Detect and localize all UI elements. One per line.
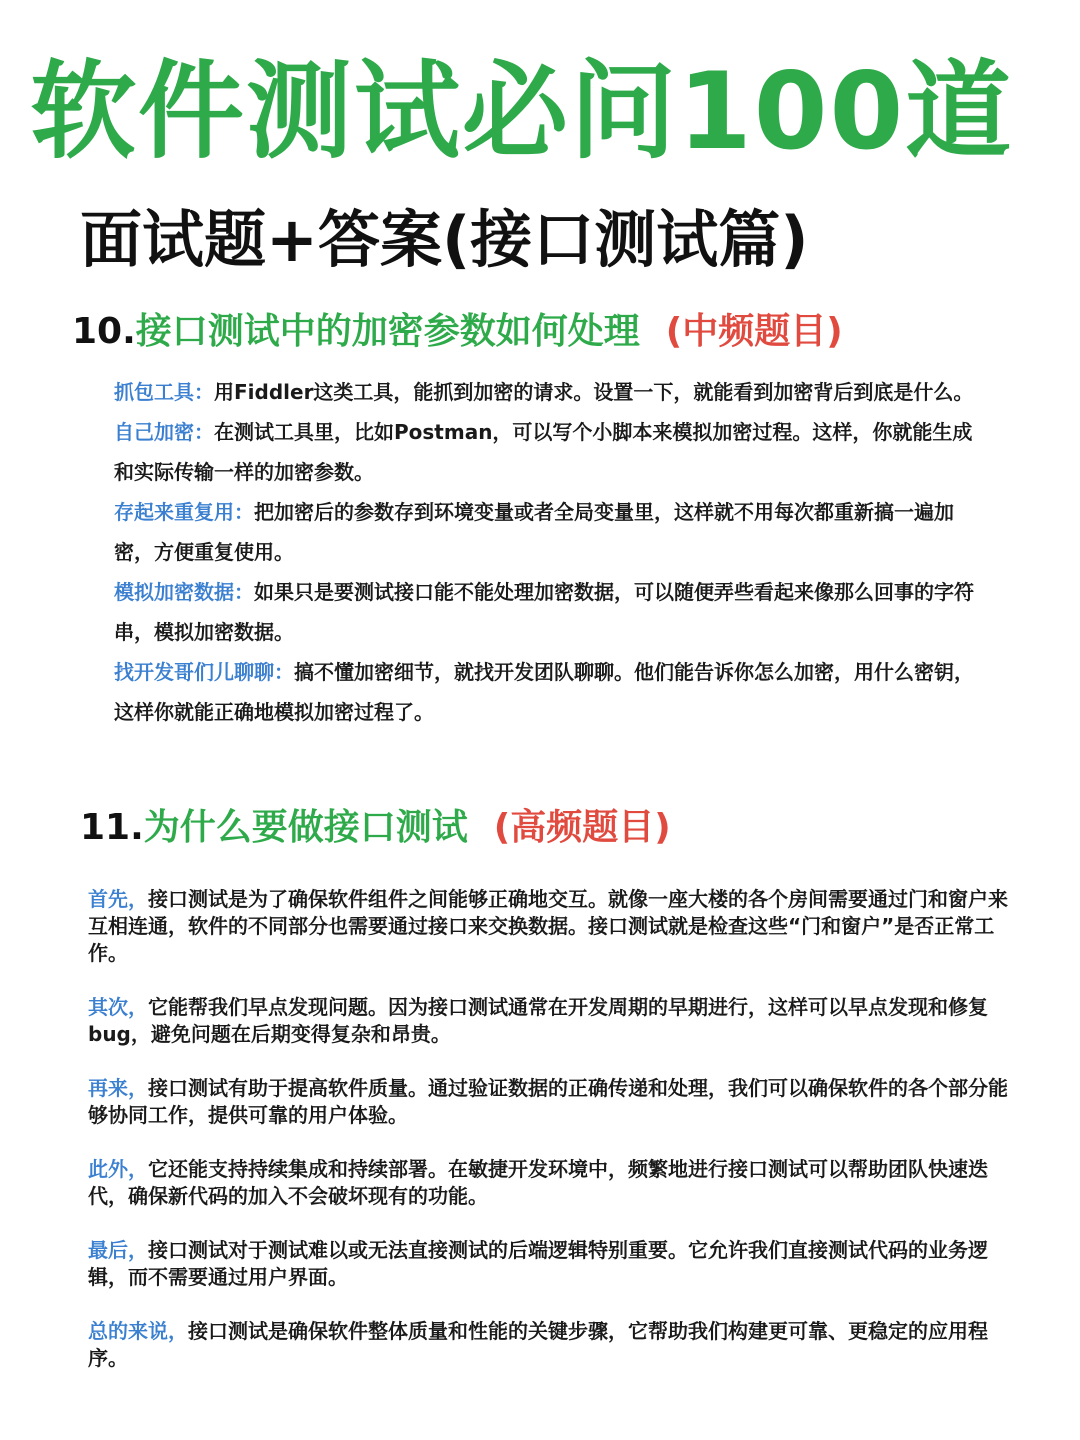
question-10-heading	[72, 308, 843, 356]
answer-text: 接口测试是为了确保软件组件之间能够正确地交互。就像一座大楼的各个房间需要通过门和窗户来互相连通，软件的不同部分也需要通过接口来交换数据。接口测试就是检查这些“门和窗户”是否正常工作。	[88, 887, 1008, 965]
answer-lead: 最后，	[88, 1238, 148, 1262]
question-text: 接口测试中的加密参数如何处理	[135, 311, 640, 352]
answer-text: 它还能支持持续集成和持续部署。在敏捷开发环境中，频繁地进行接口测试可以帮助团队快速迭代，确保新代码的加入不会破坏现有的功能。	[88, 1157, 988, 1208]
answer-paragraph	[88, 1075, 1018, 1129]
answer-text: 搞不懂加密细节，就找开发团队聊聊。他们能告诉你怎么加密，用什么密钥，这样你就能正确地模拟加密过程了。	[114, 660, 974, 724]
answer-item	[114, 492, 974, 572]
answer-paragraph	[88, 1318, 1018, 1372]
answer-lead: 自己加密：	[114, 420, 214, 444]
answer-list-10	[114, 372, 974, 732]
question-text: 为什么要做接口测试	[143, 807, 468, 848]
answer-text: 用Fiddler这类工具，能抓到加密的请求。设置一下，就能看到加密背后到底是什么。	[214, 380, 974, 404]
answer-lead: 抓包工具：	[114, 380, 214, 404]
answer-item	[114, 652, 974, 732]
answer-lead: 此外，	[88, 1157, 148, 1181]
answer-paragraph	[88, 1237, 1018, 1291]
page-subtitle: 面试题+答案(接口测试篇)	[80, 203, 809, 276]
answer-paragraph	[88, 1156, 1018, 1210]
answer-lead: 其次，	[88, 995, 148, 1019]
answer-text: 接口测试对于测试难以或无法直接测试的后端逻辑特别重要。它允许我们直接测试代码的业务逻辑，而不需要通过用户界面。	[88, 1238, 988, 1289]
answer-text: 接口测试是确保软件整体质量和性能的关键步骤，它帮助我们构建更可靠、更稳定的应用程序。	[88, 1319, 988, 1370]
answer-lead: 再来，	[88, 1076, 148, 1100]
answer-lead: 首先，	[88, 887, 148, 911]
question-number: 11.	[80, 807, 144, 848]
answer-text: 把加密后的参数存到环境变量或者全局变量里，这样就不用每次都重新搞一遍加密，方便重复使用。	[114, 500, 954, 564]
frequency-tag: (中频题目)	[665, 311, 843, 352]
answer-item	[114, 412, 974, 492]
answer-lead: 存起来重复用：	[114, 500, 254, 524]
answer-paragraph	[88, 994, 1018, 1048]
answer-item	[114, 372, 974, 412]
page-title: 软件测试必问100道	[30, 50, 1014, 173]
answer-text: 在测试工具里，比如Postman，可以写个小脚本来模拟加密过程。这样，你就能生成和实际传输一样的加密参数。	[114, 420, 973, 484]
question-11-heading	[80, 804, 671, 852]
frequency-tag: (高频题目)	[493, 807, 671, 848]
answer-list-11	[88, 886, 1018, 1399]
answer-text: 它能帮我们早点发现问题。因为接口测试通常在开发周期的早期进行，这样可以早点发现和修复bug，避免问题在后期变得复杂和昂贵。	[88, 995, 988, 1046]
answer-lead: 模拟加密数据：	[114, 580, 254, 604]
question-number: 10.	[72, 311, 136, 352]
answer-text: 接口测试有助于提高软件质量。通过验证数据的正确传递和处理，我们可以确保软件的各个部分能够协同工作，提供可靠的用户体验。	[88, 1076, 1008, 1127]
answer-paragraph	[88, 886, 1018, 967]
answer-item	[114, 572, 974, 652]
answer-lead: 找开发哥们儿聊聊：	[114, 660, 294, 684]
answer-lead: 总的来说，	[88, 1319, 188, 1343]
answer-text: 如果只是要测试接口能不能处理加密数据，可以随便弄些看起来像那么回事的字符串，模拟加密数据。	[114, 580, 974, 644]
